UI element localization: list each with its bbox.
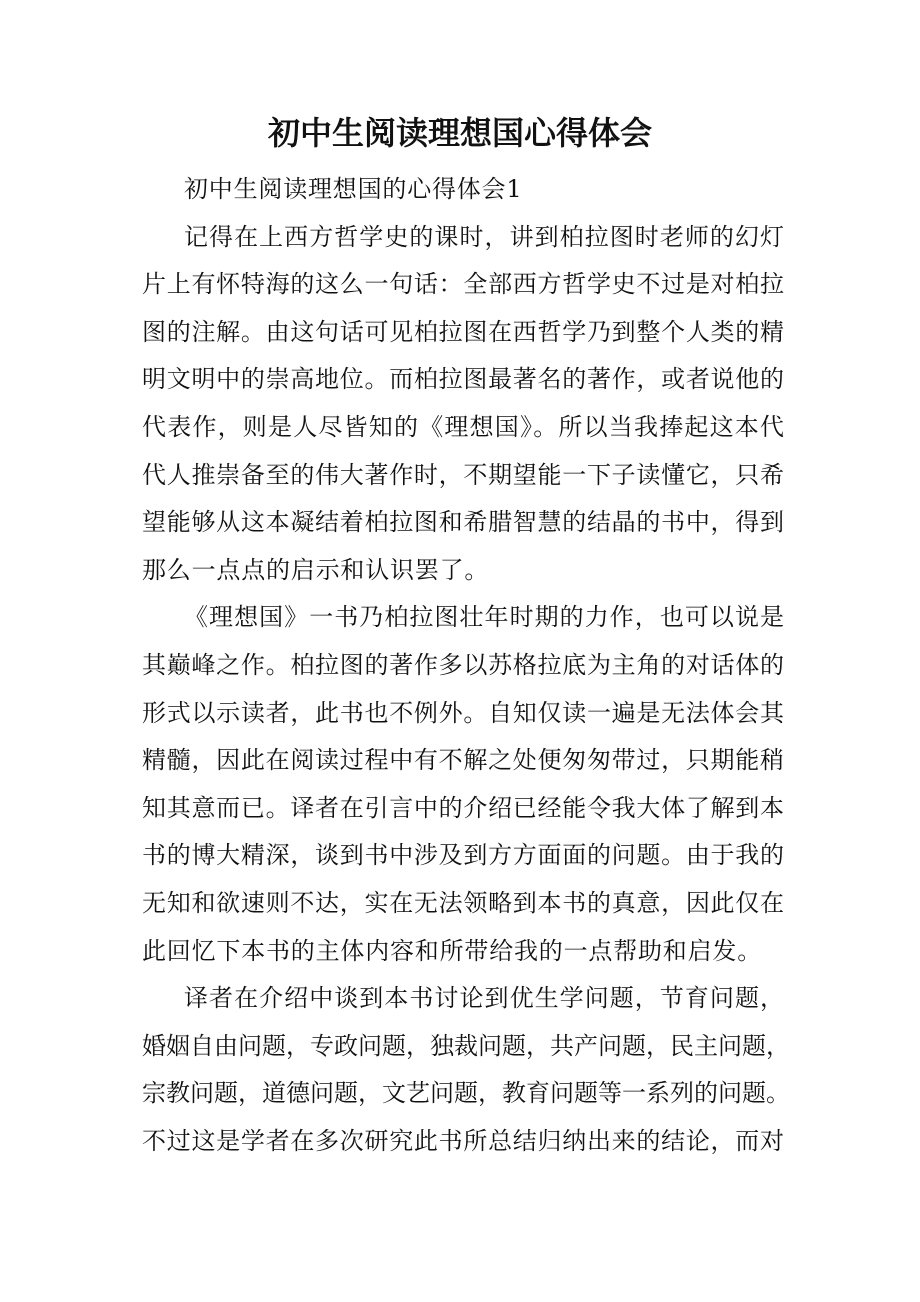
paragraph-line: 无知和欲速则不达，实在无法领略到本书的真意，因此仅在	[142, 889, 784, 917]
paragraph-line: 不过这是学者在多次研究此书所总结归纳出来的结论，而对	[142, 1127, 784, 1155]
paragraph-line: 译者在介绍中谈到本书讨论到优生学问题，节育问题，	[184, 984, 784, 1013]
paragraph-line: 那么一点点的启示和认识罢了。	[142, 555, 490, 584]
paragraph-line: 代表作，则是人尽皆知的《理想国》。所以当我捧起这本代	[142, 413, 784, 441]
paragraph-line: 其巅峰之作。柏拉图的著作多以苏格拉底为主角的对话体的	[142, 651, 784, 679]
paragraph-line: 形式以示读者，此书也不例外。自知仅读一遍是无法体会其	[142, 698, 784, 727]
paragraph-line: 此回忆下本书的主体内容和所带给我的一点帮助和启发。	[142, 936, 762, 965]
paragraph-line: 望能够从这本凝结着柏拉图和希腊智慧的结晶的书中，得到	[142, 508, 784, 537]
paragraph-line: 精髓，因此在阅读过程中有不解之处便匆匆带过，只期能稍	[142, 746, 784, 775]
paragraph-line: 《理想国》一书乃柏拉图壮年时期的力作，也可以说是	[184, 603, 784, 632]
document-subtitle: 初中生阅读理想国的心得体会1	[184, 175, 523, 203]
paragraph-line: 婚姻自由问题，专政问题，独裁问题，共产问题，民主问题，	[142, 1031, 790, 1060]
document-title: 初中生阅读理想国心得体会	[267, 114, 652, 152]
paragraph-line: 图的注解。由这句话可见柏拉图在西哲学乃到整个人类的精	[142, 317, 784, 346]
paragraph-line: 知其意而已。译者在引言中的介绍已经能令我大体了解到本	[142, 793, 784, 822]
paragraph-line: 书的博大精深，谈到书中涉及到方方面面的问题。由于我的	[142, 841, 784, 870]
paragraph-line: 明文明中的崇高地位。而柏拉图最著名的著作，或者说他的	[142, 365, 784, 394]
paragraph-line: 宗教问题，道德问题，文艺问题，教育问题等一系列的问题。	[142, 1079, 790, 1108]
paragraph-line: 代人推崇备至的伟大著作时，不期望能一下子读懂它，只希	[142, 460, 784, 489]
paragraph-line: 片上有怀特海的这么一句话：全部西方哲学史不过是对柏拉	[142, 270, 784, 299]
paragraph-line: 记得在上西方哲学史的课时，讲到柏拉图时老师的幻灯	[184, 222, 784, 251]
